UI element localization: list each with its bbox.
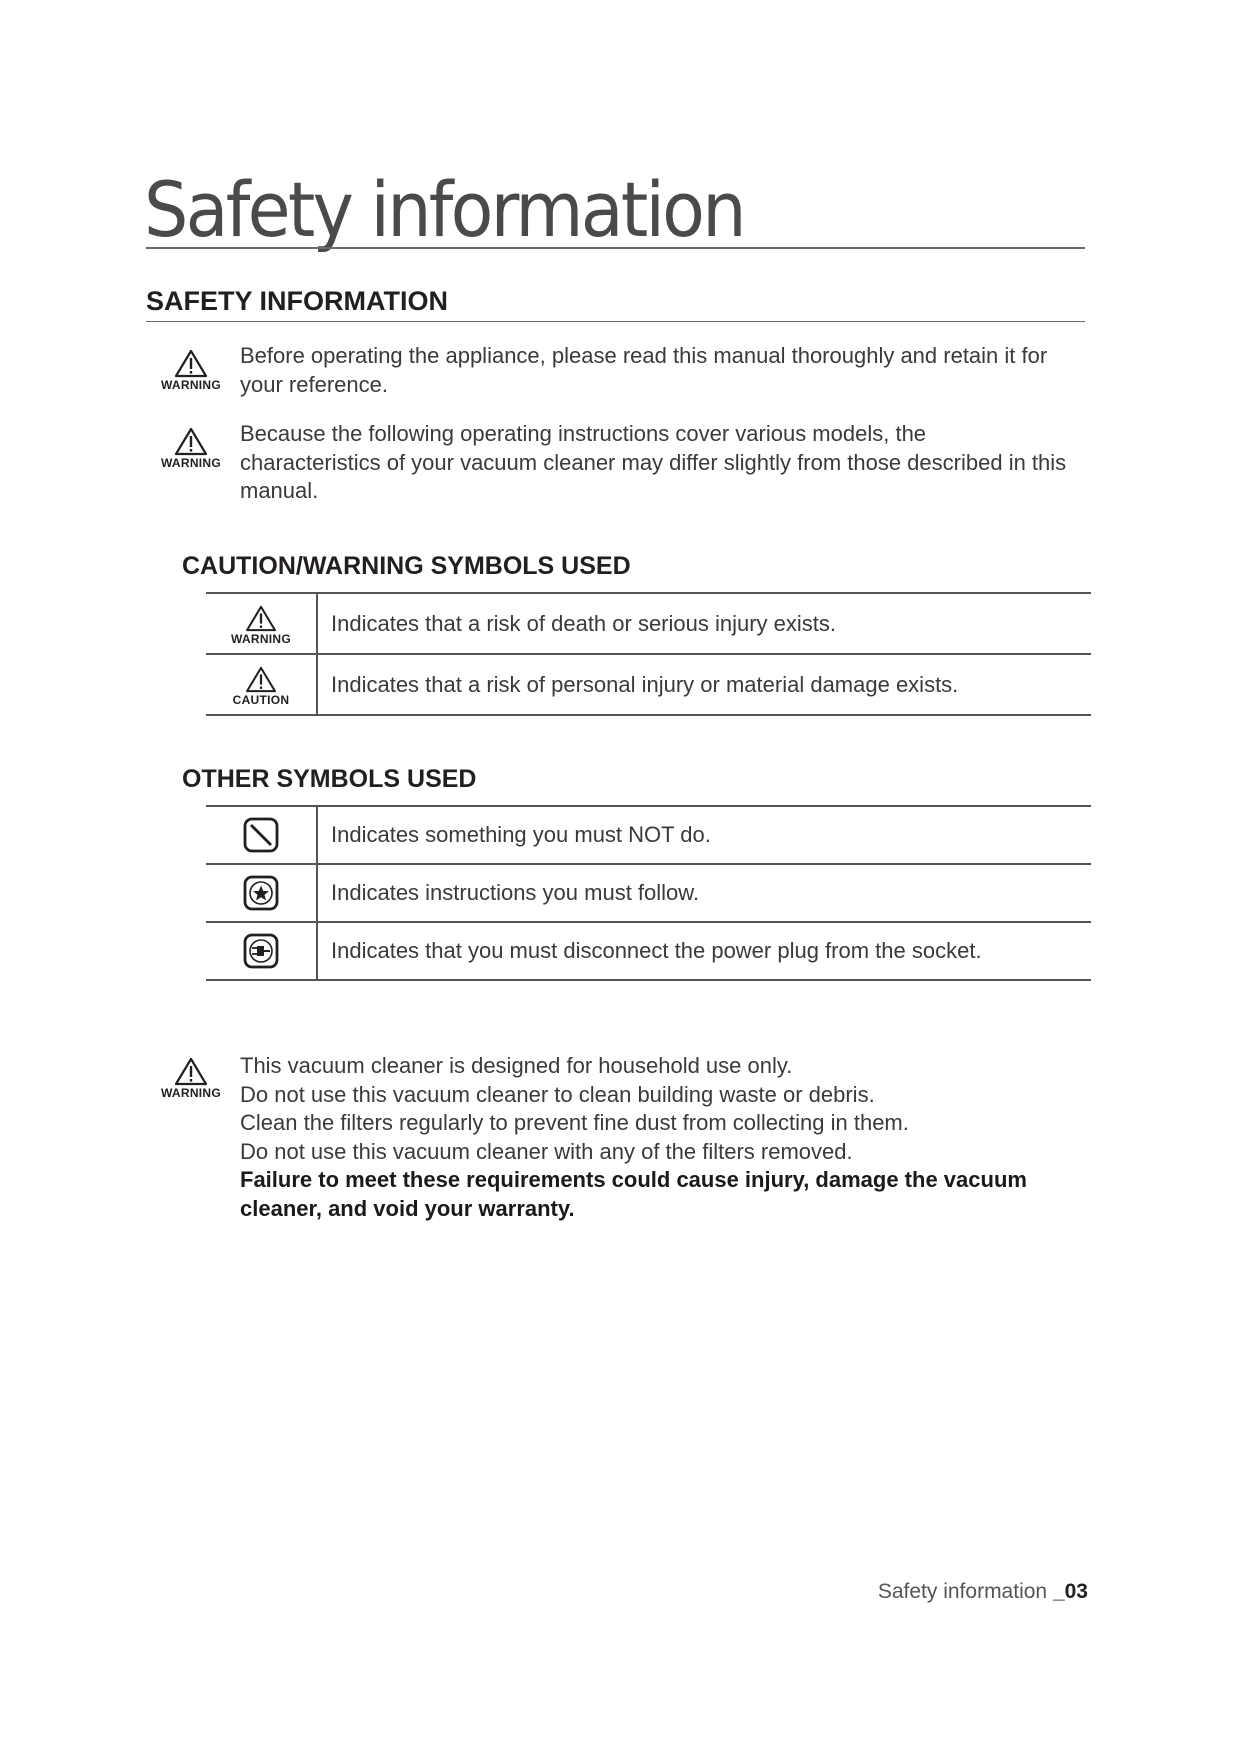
table-row <box>206 806 1091 864</box>
page-number: _03 <box>1052 1580 1088 1603</box>
warning-emphasis: Failure to meet these requirements could cause injury, damage the vacuum cleaner, and void your warranty. <box>240 1167 1027 1221</box>
warning-label: WARNING <box>230 631 292 646</box>
table-row <box>206 864 1091 922</box>
title-rule <box>146 247 1085 249</box>
warning-triangle-icon <box>174 427 208 456</box>
warning-line: Do not use this vacuum cleaner with any of the filters removed. <box>240 1138 853 1164</box>
symbol-description: Indicates that a risk of personal injury or material damage exists. <box>317 654 1091 715</box>
symbol-cell <box>206 593 317 654</box>
page-title: Safety information <box>144 165 744 254</box>
symbol-cell <box>206 864 317 922</box>
page-footer <box>878 1580 1088 1604</box>
note-text: Before operating the appliance, please read this manual thoroughly and retain it for your reference. <box>240 343 1048 397</box>
warning-badge <box>157 427 225 469</box>
warning-triangle-icon <box>174 349 208 378</box>
caution-symbols-heading: CAUTION/WARNING SYMBOLS USED <box>182 552 631 580</box>
footer-section-name: Safety information <box>877 1580 1048 1603</box>
warning-line: Clean the filters regularly to prevent fine dust from collecting in them. <box>240 1110 909 1135</box>
other-symbols-table <box>206 805 1091 981</box>
warning-badge <box>157 1057 225 1099</box>
warning-triangle-icon <box>245 605 277 632</box>
note-text: Because the following operating instructions cover various models, the characteristics of your vacuum cleaner may differ slightly from those described in this manual. <box>240 421 1067 503</box>
caution-label: CAUTION <box>232 692 290 707</box>
final-warning-text <box>240 1052 1100 1223</box>
symbol-cell <box>206 654 317 715</box>
symbol-cell <box>206 806 317 864</box>
star-instruction-icon <box>242 874 280 912</box>
symbol-description: Indicates that you must disconnect the power plug from the socket. <box>317 922 1091 980</box>
symbol-cell <box>206 922 317 980</box>
warning-line: Do not use this vacuum cleaner to clean building waste or debris. <box>240 1081 875 1107</box>
caution-symbols-table <box>206 592 1091 716</box>
warning-label: WARNING <box>160 1086 222 1100</box>
symbol-description: Indicates something you must NOT do. <box>317 806 1091 864</box>
symbol-description: Indicates instructions you must follow. <box>317 864 1091 922</box>
caution-triangle-icon <box>245 666 277 693</box>
symbol-description: Indicates that a risk of death or serious injury exists. <box>317 593 1091 654</box>
table-row <box>206 593 1091 654</box>
warning-line: This vacuum cleaner is designed for household use only. <box>240 1053 793 1078</box>
section-heading: SAFETY INFORMATION <box>146 286 448 316</box>
warning-label: WARNING <box>160 378 222 392</box>
warning-triangle-icon <box>174 1057 208 1086</box>
warning-label: WARNING <box>160 456 222 470</box>
other-symbols-heading: OTHER SYMBOLS USED <box>182 765 477 793</box>
table-row <box>206 922 1091 980</box>
section-rule <box>146 321 1085 322</box>
unplug-icon <box>242 932 280 970</box>
prohibited-icon <box>242 816 280 854</box>
warning-badge <box>157 349 225 391</box>
table-row <box>206 654 1091 715</box>
